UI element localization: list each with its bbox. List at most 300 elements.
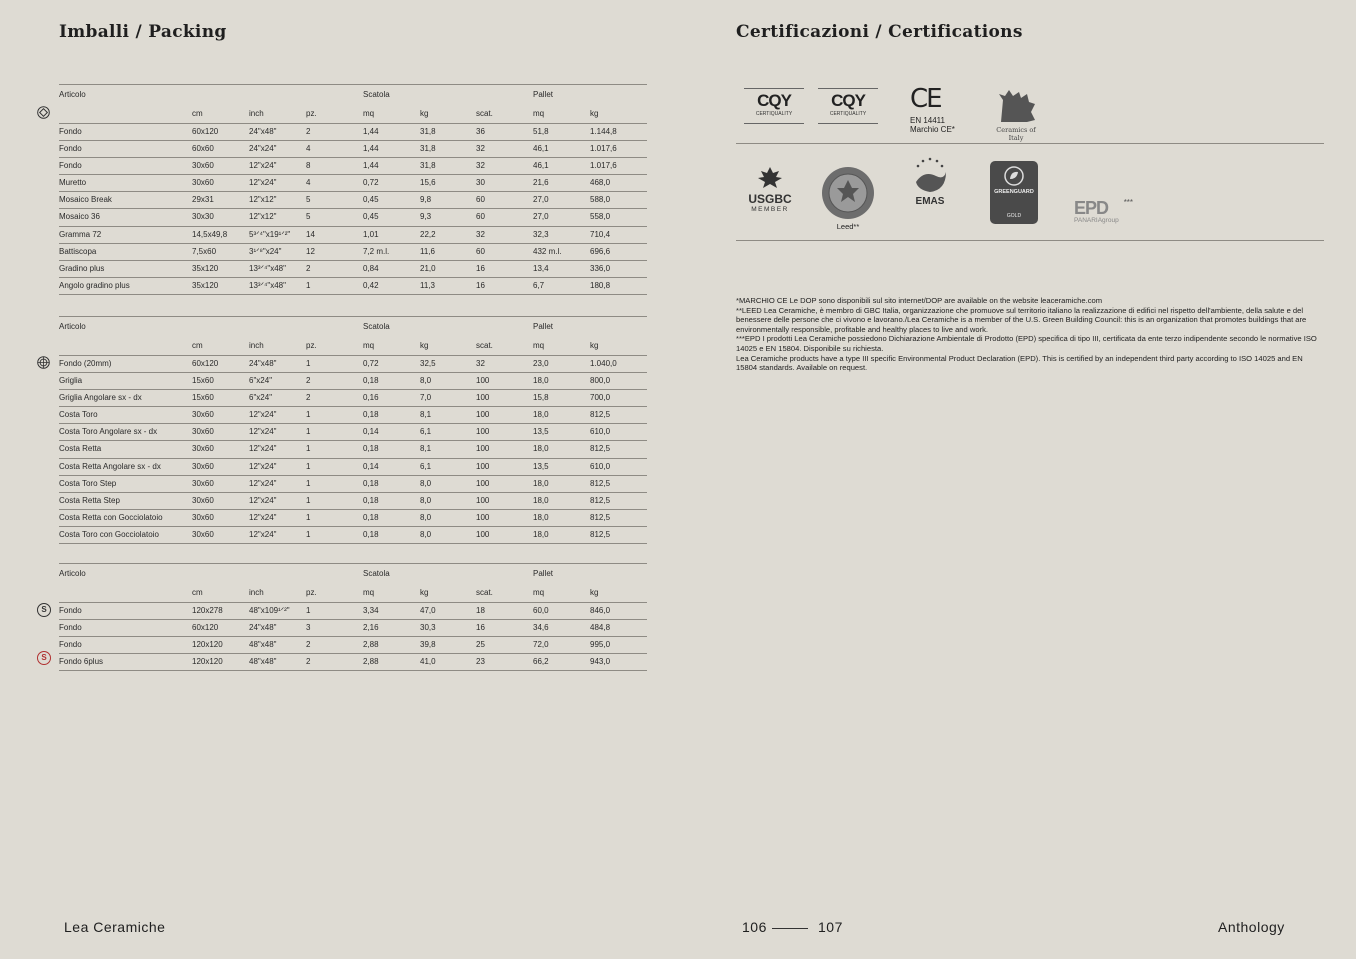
cell-1: 60x60	[192, 144, 214, 154]
packing-table-3	[41, 563, 647, 671]
cell-7: 60,0	[533, 606, 549, 615]
table-row	[59, 356, 647, 373]
cell-3: 12	[306, 246, 315, 256]
cell-8: 558,0	[590, 212, 611, 222]
cqy-text: CQY	[757, 91, 791, 110]
table-row	[59, 527, 647, 544]
cell-4: 7,2 m.l.	[363, 246, 390, 256]
cell-4: 1,44	[363, 161, 379, 171]
usgbc-leaf-icon	[757, 166, 783, 190]
grid-symbol-icon	[37, 356, 50, 369]
cell-8: 812,5	[590, 495, 611, 505]
table-row	[59, 424, 647, 441]
cell-0: Costa Retta Angolare sx - dx	[59, 461, 161, 471]
cell-2: 48"x48"	[249, 640, 277, 650]
cell-5: 8,1	[420, 444, 432, 454]
cell-6: 100	[476, 512, 490, 522]
epd-logo	[1074, 198, 1164, 224]
cell-5: 22,2	[420, 229, 436, 239]
page-number-left: 106	[742, 919, 767, 935]
cell-7: 66,2	[533, 657, 549, 667]
cell-8: 1.017,6	[590, 144, 617, 154]
col-pz: pz.	[306, 588, 317, 597]
table-header-group	[59, 316, 647, 336]
cell-1: 35x120	[192, 280, 219, 290]
divider	[736, 143, 1324, 144]
cell-4: 0,14	[363, 461, 379, 471]
cell-0: Mosaico 36	[59, 212, 100, 222]
cell-3: 2	[306, 657, 311, 667]
cell-8: 812,5	[590, 478, 611, 488]
emas-logo	[904, 156, 956, 207]
emas-globe-icon	[910, 156, 950, 194]
cell-6: 25	[476, 640, 485, 650]
cell-6: 100	[476, 427, 490, 437]
cell-2: 5³ᐟ⁴"x19¹ᐟ²"	[249, 229, 291, 239]
cell-6: 16	[476, 623, 485, 633]
cell-0: Costa Retta	[59, 444, 102, 454]
cell-7: 72,0	[533, 640, 549, 650]
cell-4: 0,72	[363, 178, 379, 188]
note-epd-en: Lea Ceramiche products have a type III specific Environmental Product Declaration (EPD). This is certified by an independent third party according to ISO 14025 and EN 15804 standards. Available on request.	[736, 353, 1303, 373]
col-articolo: Articolo	[59, 90, 86, 99]
cell-4: 0,18	[363, 376, 379, 386]
table-row	[59, 124, 647, 141]
cell-2: 12"x24"	[249, 427, 277, 437]
cell-0: Costa Toro Step	[59, 478, 117, 488]
col-inch: inch	[249, 341, 264, 350]
cell-8: 484,8	[590, 623, 611, 633]
cell-8: 336,0	[590, 263, 611, 273]
cell-2: 12"x12"	[249, 195, 277, 205]
cell-1: 15x60	[192, 376, 214, 386]
cell-1: 30x60	[192, 444, 214, 454]
epd-stars: ***	[1123, 198, 1134, 207]
cell-0: Costa Retta Step	[59, 495, 120, 505]
cell-5: 11,6	[420, 246, 435, 256]
cell-5: 21,0	[420, 263, 436, 273]
col-cm: cm	[192, 109, 203, 118]
cell-3: 5	[306, 195, 311, 205]
cell-1: 30x60	[192, 161, 214, 171]
cell-1: 35x120	[192, 263, 219, 273]
cell-1: 30x30	[192, 212, 214, 222]
cell-4: 0,16	[363, 393, 379, 403]
cqy-sub: CERTIQUALITY	[755, 111, 793, 117]
cell-5: 30,3	[420, 623, 436, 633]
cell-3: 2	[306, 376, 311, 386]
col-articolo: Articolo	[59, 322, 86, 331]
cell-6: 100	[476, 444, 490, 454]
cell-1: 30x60	[192, 178, 214, 188]
table-row	[59, 441, 647, 458]
col-inch: inch	[249, 109, 264, 118]
s-red-symbol-icon: S	[37, 651, 51, 665]
table-header-group	[59, 563, 647, 583]
cell-0: Fondo	[59, 640, 82, 650]
cqy-environmental-logo	[744, 82, 804, 130]
cell-6: 100	[476, 410, 490, 420]
marchio-text: Marchio CE*	[910, 125, 955, 134]
cell-1: 15x60	[192, 393, 214, 403]
cell-4: 0,18	[363, 512, 379, 522]
cell-5: 8,1	[420, 410, 432, 420]
leed-seal-icon	[821, 166, 875, 220]
table-row	[59, 175, 647, 192]
col-kg-pallet: kg	[590, 109, 599, 118]
cell-7: 27,0	[533, 195, 549, 205]
cell-6: 60	[476, 195, 485, 205]
col-mq: mq	[363, 588, 375, 597]
cell-6: 60	[476, 246, 485, 256]
cell-6: 36	[476, 127, 485, 136]
footer-collection: Anthology	[1218, 919, 1285, 935]
ce-mark-logo	[910, 86, 970, 134]
ce-text: CE	[910, 84, 941, 114]
cell-0: Gradino plus	[59, 263, 105, 273]
cell-5: 41,0	[420, 657, 436, 667]
note-ce: *MARCHIO CE Le DOP sono disponibili sul sito internet/DOP are available on the website leaceramiche.com	[736, 296, 1103, 305]
cell-1: 14,5x49,8	[192, 229, 228, 239]
cell-5: 9,3	[420, 212, 432, 222]
tree-icon	[991, 88, 1041, 124]
cell-7: 32,3	[533, 229, 549, 239]
cell-5: 47,0	[420, 606, 436, 615]
cell-1: 30x60	[192, 427, 214, 437]
table-header-group	[59, 84, 647, 104]
cell-7: 21,6	[533, 178, 549, 188]
col-kg: kg	[420, 109, 429, 118]
cell-6: 16	[476, 263, 485, 273]
cell-7: 13,4	[533, 263, 549, 273]
panaria-text: PANARIAgroup	[1074, 217, 1119, 224]
table-row	[59, 244, 647, 261]
epd-text: EPD	[1074, 198, 1109, 218]
cell-0: Fondo	[59, 161, 82, 171]
cell-7: 18,0	[533, 512, 549, 522]
table-row	[59, 603, 647, 620]
ceramics-text: Ceramics of Italy	[996, 126, 1036, 142]
cell-8: 1.017,6	[590, 161, 617, 171]
page-title-left: Imballi / Packing	[59, 22, 227, 42]
cell-5: 39,8	[420, 640, 436, 650]
cell-4: 0,14	[363, 427, 379, 437]
leed-logo	[818, 166, 878, 231]
cell-0: Muretto	[59, 178, 87, 188]
cell-4: 2,88	[363, 657, 379, 667]
table-row	[59, 654, 647, 671]
cqy-quality-logo	[818, 82, 878, 130]
table-row	[59, 510, 647, 527]
cell-2: 12"x24"	[249, 512, 277, 522]
table-body	[59, 356, 647, 544]
cell-3: 1	[306, 495, 311, 505]
cell-5: 8,0	[420, 478, 432, 488]
cell-8: 710,4	[590, 229, 611, 239]
cell-1: 30x60	[192, 529, 214, 539]
cell-2: 13³ᐟ⁴"x48"	[249, 280, 286, 290]
table-row	[59, 373, 647, 390]
cell-0: Fondo	[59, 623, 82, 633]
cell-7: 18,0	[533, 410, 549, 420]
cell-6: 100	[476, 529, 490, 539]
member-text: MEMBER	[751, 206, 789, 213]
cell-2: 12"x24"	[249, 495, 277, 505]
table-row	[59, 620, 647, 637]
cell-2: 12"x24"	[249, 529, 277, 539]
cell-4: 0,45	[363, 212, 379, 222]
cell-8: 812,5	[590, 529, 611, 539]
cell-6: 100	[476, 376, 490, 386]
cell-4: 2,16	[363, 623, 379, 633]
cell-6: 100	[476, 461, 490, 471]
col-mq-pallet: mq	[533, 109, 545, 118]
cell-3: 2	[306, 127, 311, 136]
col-scatola: Scatola	[363, 569, 390, 578]
cell-2: 12"x24"	[249, 461, 277, 471]
cell-5: 11,3	[420, 280, 435, 290]
cell-1: 60x120	[192, 359, 219, 368]
cell-2: 12"x24"	[249, 161, 277, 171]
table-row	[59, 637, 647, 654]
table-row	[59, 192, 647, 209]
cell-1: 7,5x60	[192, 246, 217, 256]
cell-5: 9,8	[420, 195, 432, 205]
col-kg-pallet: kg	[590, 588, 599, 597]
cell-0: Costa Toro	[59, 410, 98, 420]
table-row	[59, 158, 647, 175]
cell-3: 2	[306, 263, 311, 273]
cell-4: 0,42	[363, 280, 379, 290]
cell-1: 29x31	[192, 195, 214, 205]
cell-5: 8,0	[420, 376, 432, 386]
certification-notes	[736, 296, 1321, 373]
cell-8: 610,0	[590, 427, 611, 437]
cell-7: 46,1	[533, 161, 549, 171]
cell-7: 18,0	[533, 444, 549, 454]
packing-table-2	[59, 316, 647, 544]
cell-4: 0,18	[363, 410, 379, 420]
cell-5: 8,0	[420, 495, 432, 505]
cell-3: 1	[306, 461, 311, 471]
cell-3: 5	[306, 212, 311, 222]
cell-4: 0,18	[363, 495, 379, 505]
cell-7: 34,6	[533, 623, 549, 633]
cell-3: 1	[306, 410, 311, 420]
cell-2: 12"x24"	[249, 478, 277, 488]
col-articolo: Articolo	[59, 569, 86, 578]
cell-4: 0,45	[363, 195, 379, 205]
cell-4: 0,18	[363, 478, 379, 488]
cell-6: 32	[476, 161, 485, 171]
table-row	[59, 493, 647, 510]
note-epd: ***EPD I prodotti Lea Ceramiche possiedono Dichiarazione Ambientale di Prodotto (EPD) specifica di tipo III, certificata da ente terzo indipendente secondo le normative ISO 14025 e EN 15804. Disponibile su richiesta.	[736, 334, 1317, 353]
cell-1: 30x60	[192, 512, 214, 522]
cell-5: 15,6	[420, 178, 436, 188]
usgbc-text: USGBC	[748, 192, 792, 206]
cell-8: 846,0	[590, 606, 611, 615]
greenguard-logo	[990, 161, 1038, 224]
col-cm: cm	[192, 588, 203, 597]
greenguard-leaf-icon	[1003, 165, 1025, 187]
cell-4: 1,01	[363, 229, 379, 239]
table-row	[59, 476, 647, 493]
cell-1: 30x60	[192, 461, 214, 471]
cell-0: Fondo (20mm)	[59, 359, 112, 368]
cell-0: Costa Retta con Gocciolatoio	[59, 512, 163, 522]
cell-7: 13,5	[533, 427, 549, 437]
cell-6: 30	[476, 178, 485, 188]
cell-3: 1	[306, 512, 311, 522]
cell-8: 800,0	[590, 376, 611, 386]
cell-6: 100	[476, 495, 490, 505]
cell-4: 1,44	[363, 144, 379, 154]
cell-7: 18,0	[533, 495, 549, 505]
cell-0: Fondo 6plus	[59, 657, 104, 667]
cell-3: 14	[306, 229, 315, 239]
table-row	[59, 261, 647, 278]
col-scatola: Scatola	[363, 90, 390, 99]
cell-3: 1	[306, 280, 311, 290]
cell-7: 51,8	[533, 127, 549, 136]
col-pz: pz.	[306, 109, 317, 118]
cell-8: 812,5	[590, 410, 611, 420]
diamond-symbol-icon	[37, 106, 50, 119]
cell-6: 23	[476, 657, 485, 667]
cell-6: 32	[476, 144, 485, 154]
col-scat: scat.	[476, 341, 493, 350]
cell-1: 30x60	[192, 478, 214, 488]
table-body	[41, 603, 647, 671]
cell-3: 2	[306, 393, 311, 403]
cell-2: 12"x24"	[249, 410, 277, 420]
table-body	[59, 124, 647, 295]
cell-5: 6,1	[420, 427, 432, 437]
cell-8: 1.040,0	[590, 359, 617, 368]
cell-7: 18,0	[533, 529, 549, 539]
col-kg: kg	[420, 341, 429, 350]
cell-5: 8,0	[420, 512, 432, 522]
cell-7: 18,0	[533, 376, 549, 386]
cell-7: 18,0	[533, 478, 549, 488]
col-pallet: Pallet	[533, 322, 554, 331]
cell-5: 31,8	[420, 144, 436, 154]
col-mq: mq	[363, 109, 375, 118]
cell-1: 60x120	[192, 623, 219, 633]
cell-8: 468,0	[590, 178, 611, 188]
cell-3: 2	[306, 640, 311, 650]
page-title-right: Certificazioni / Certifications	[736, 22, 1023, 42]
cell-2: 13³ᐟ⁴"x48"	[249, 263, 286, 273]
cell-1: 120x120	[192, 657, 223, 667]
cell-6: 16	[476, 280, 485, 290]
cell-7: 432 m.l.	[533, 246, 562, 256]
cell-2: 6"x24"	[249, 393, 273, 403]
table-header-units	[59, 336, 647, 356]
table-row	[59, 141, 647, 158]
cell-2: 3¹ᐟ⁸"x24"	[249, 246, 282, 256]
col-mq-pallet: mq	[533, 341, 545, 350]
cell-1: 120x278	[192, 606, 223, 615]
col-mq-pallet: mq	[533, 588, 545, 597]
gold-text: GOLD	[1006, 213, 1022, 219]
cell-3: 4	[306, 144, 311, 154]
page-divider	[772, 928, 808, 929]
cell-3: 8	[306, 161, 311, 171]
cell-4: 2,88	[363, 640, 379, 650]
col-scatola: Scatola	[363, 322, 390, 331]
cell-3: 1	[306, 529, 311, 539]
cell-5: 31,8	[420, 127, 436, 136]
cell-7: 27,0	[533, 212, 549, 222]
cqy-sub: CERTIQUALITY	[829, 111, 867, 117]
cell-1: 120x120	[192, 640, 223, 650]
cell-5: 31,8	[420, 161, 436, 171]
emas-text: EMAS	[915, 196, 945, 207]
cell-0: Costa Toro Angolare sx - dx	[59, 427, 158, 437]
col-pallet: Pallet	[533, 90, 554, 99]
cell-8: 180,8	[590, 280, 611, 290]
cell-0: Griglia Angolare sx - dx	[59, 393, 142, 403]
cell-0: Battiscopa	[59, 246, 97, 256]
cell-0: Costa Toro con Gocciolatoio	[59, 529, 159, 539]
cell-4: 0,18	[363, 529, 379, 539]
cell-5: 7,0	[420, 393, 432, 403]
cell-5: 8,0	[420, 529, 432, 539]
cell-7: 23,0	[533, 359, 549, 368]
cell-7: 15,8	[533, 393, 549, 403]
cell-5: 32,5	[420, 359, 436, 368]
cell-0: Gramma 72	[59, 229, 102, 239]
cell-8: 1.144,8	[590, 127, 617, 136]
cell-8: 696,6	[590, 246, 611, 256]
cell-3: 1	[306, 427, 311, 437]
en-text: EN 14411	[910, 116, 945, 125]
cell-4: 1,44	[363, 127, 379, 136]
col-kg: kg	[420, 588, 429, 597]
cell-2: 48"x48"	[249, 657, 277, 667]
col-scat: scat.	[476, 588, 493, 597]
cell-8: 943,0	[590, 657, 611, 667]
cell-2: 12"x24"	[249, 178, 277, 188]
cell-2: 12"x12"	[249, 212, 277, 222]
cell-8: 995,0	[590, 640, 611, 650]
table-row	[59, 407, 647, 424]
cell-7: 6,7	[533, 280, 545, 290]
cell-0: Fondo	[59, 606, 82, 615]
cell-4: 0,84	[363, 263, 379, 273]
cell-3: 1	[306, 478, 311, 488]
col-pz: pz.	[306, 341, 317, 350]
usgbc-logo	[744, 166, 796, 213]
table-row	[59, 459, 647, 476]
cell-4: 0,72	[363, 359, 379, 368]
cell-2: 24"x48"	[249, 623, 277, 633]
cell-2: 6"x24"	[249, 376, 273, 386]
table-row	[59, 209, 647, 226]
cqy-text: CQY	[831, 91, 865, 110]
cell-4: 3,34	[363, 606, 379, 615]
cell-1: 30x60	[192, 495, 214, 505]
cell-2: 24"x48"	[249, 127, 277, 136]
col-cm: cm	[192, 341, 203, 350]
cell-2: 24"x24"	[249, 144, 277, 154]
packing-table-1	[59, 84, 647, 295]
cell-3: 1	[306, 606, 311, 615]
greenguard-text: GREENGUARD	[994, 189, 1034, 195]
cell-1: 30x60	[192, 410, 214, 420]
leed-text: Leed**	[836, 222, 860, 231]
